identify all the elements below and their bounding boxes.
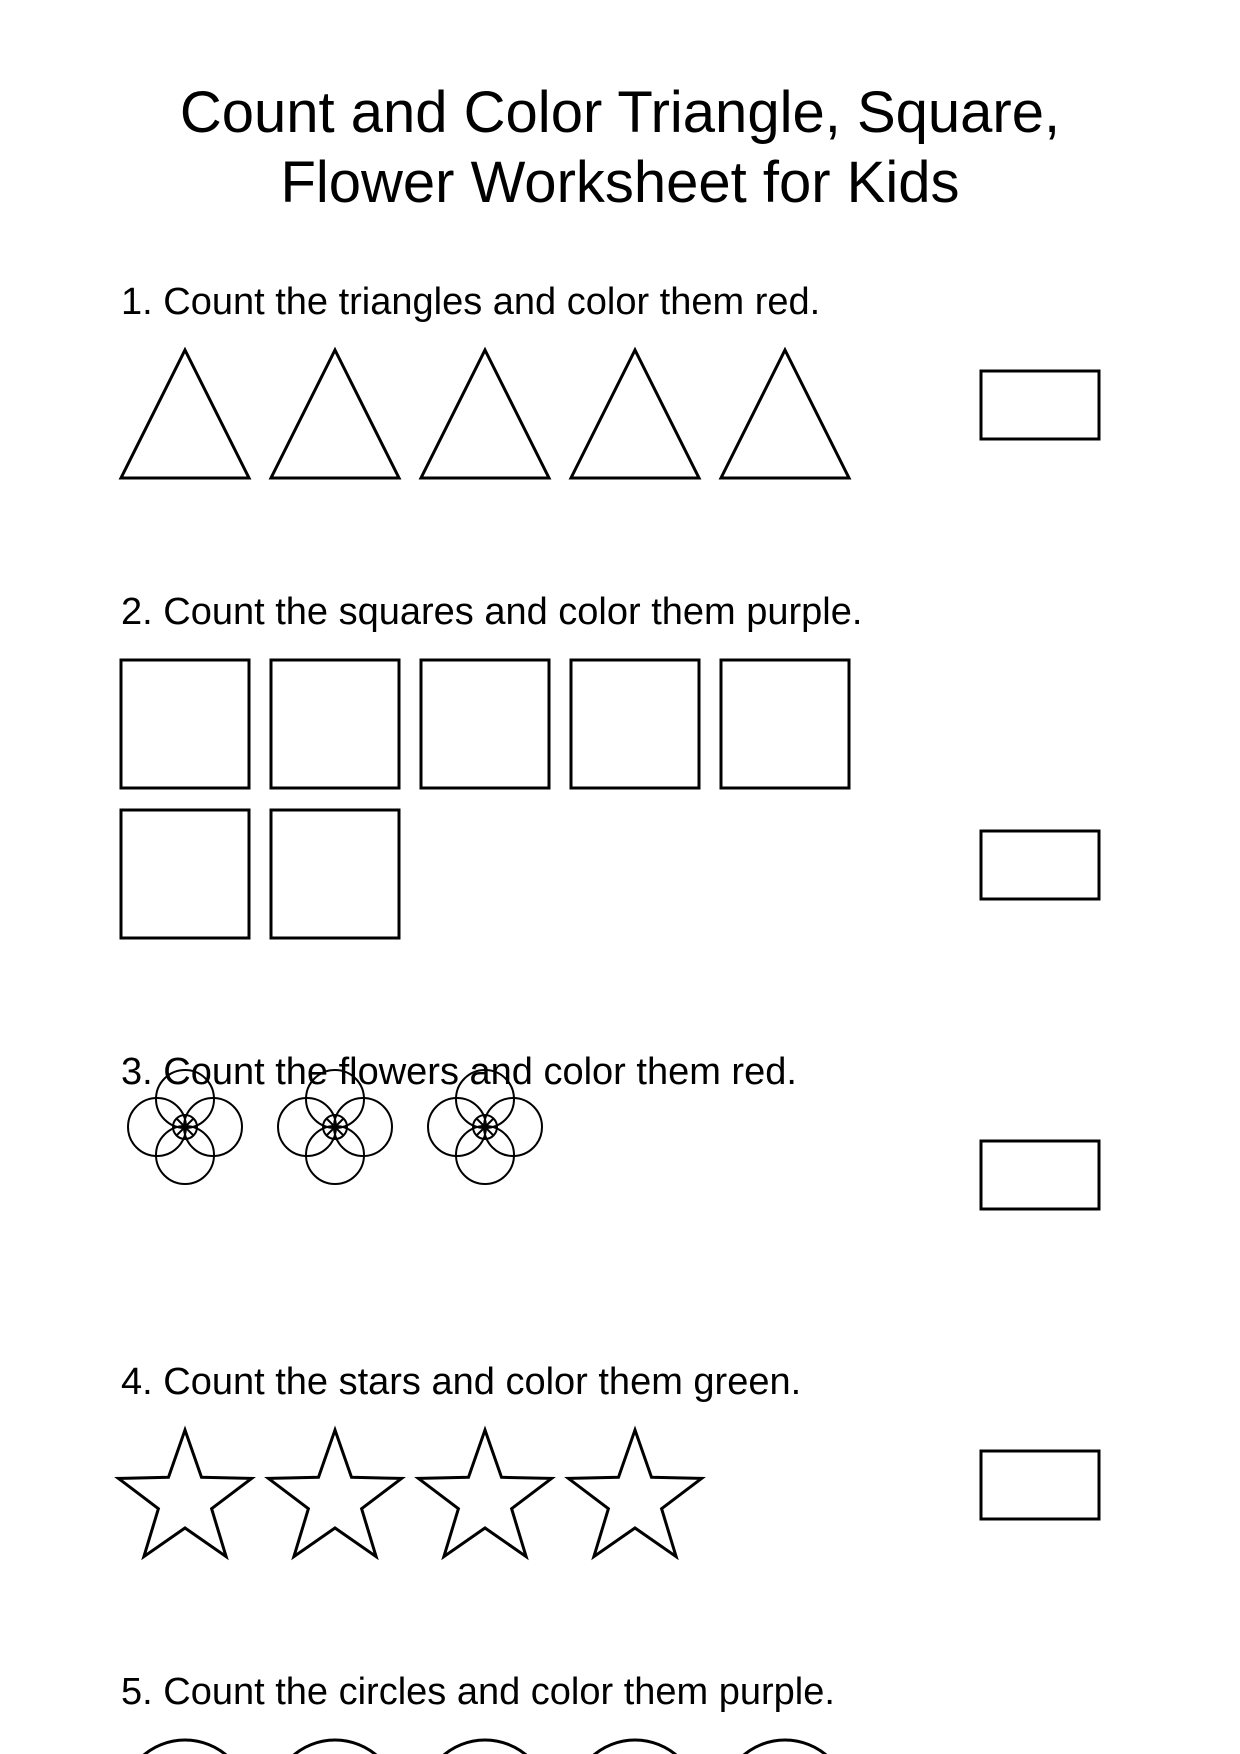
square-shape-2-5[interactable] — [721, 660, 849, 788]
square-shape-2-1[interactable] — [121, 660, 249, 788]
star-shape-4-1[interactable] — [118, 1430, 251, 1557]
question-3-prompt: 3. Count the flowers and color them red. — [121, 1051, 797, 1093]
answer-box-4[interactable] — [981, 1451, 1099, 1519]
worksheet-title-line-2: Flower Worksheet for Kids — [280, 150, 960, 215]
circle-shape-5-4[interactable] — [571, 1740, 699, 1754]
square-shape-2-4[interactable] — [571, 660, 699, 788]
circle-shape-5-2[interactable] — [271, 1740, 399, 1754]
answer-box-2[interactable] — [981, 831, 1099, 899]
answer-box-1[interactable] — [981, 371, 1099, 439]
circle-shape-5-5[interactable] — [721, 1740, 849, 1754]
triangle-shape-1-4[interactable] — [571, 350, 699, 478]
answer-box-3[interactable] — [981, 1141, 1099, 1209]
square-shape-2-2[interactable] — [271, 660, 399, 788]
star-shape-4-4[interactable] — [568, 1430, 701, 1557]
circle-shape-5-3[interactable] — [421, 1740, 549, 1754]
square-shape-2-6[interactable] — [121, 810, 249, 938]
triangle-shape-1-1[interactable] — [121, 350, 249, 478]
question-1-prompt: 1. Count the triangles and color them red. — [121, 281, 821, 323]
star-shape-4-2[interactable] — [268, 1430, 401, 1557]
flower-shape-3-3[interactable] — [428, 1070, 542, 1184]
worksheet-title-line-1: Count and Color Triangle, Square, — [179, 80, 1061, 145]
question-2-prompt: 2. Count the squares and color them purple. — [121, 591, 863, 633]
question-5-prompt: 5. Count the circles and color them purple. — [121, 1671, 835, 1713]
circle-shape-5-1[interactable] — [121, 1740, 249, 1754]
square-shape-2-7[interactable] — [271, 810, 399, 938]
flower-shape-3-1[interactable] — [128, 1070, 242, 1184]
square-shape-2-3[interactable] — [421, 660, 549, 788]
triangle-shape-1-2[interactable] — [271, 350, 399, 478]
question-4-prompt: 4. Count the stars and color them green. — [121, 1361, 802, 1403]
triangle-shape-1-3[interactable] — [421, 350, 549, 478]
flower-shape-3-2[interactable] — [278, 1070, 392, 1184]
triangle-shape-1-5[interactable] — [721, 350, 849, 478]
star-shape-4-3[interactable] — [418, 1430, 551, 1557]
